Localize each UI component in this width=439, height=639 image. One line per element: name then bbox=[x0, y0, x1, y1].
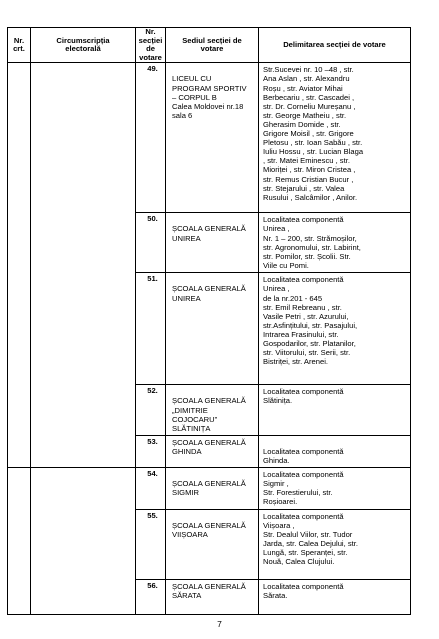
section-location bbox=[166, 213, 259, 273]
text-line: Str. Forestierului, str. bbox=[263, 488, 333, 498]
text-line: UNIREA bbox=[172, 293, 201, 303]
text-line: Unirea , bbox=[263, 284, 290, 294]
section-location bbox=[166, 273, 259, 385]
text-line: GHINDA bbox=[172, 446, 202, 456]
table-header-row bbox=[8, 28, 411, 63]
section-location bbox=[166, 509, 259, 579]
text-line: ȘCOALA GENERALĂ bbox=[172, 520, 246, 530]
text-line: Gospodarilor, str. Platanilor, bbox=[263, 339, 356, 349]
text-line bbox=[263, 438, 408, 447]
section-number: 52. bbox=[136, 385, 166, 435]
text-line: str. Agronomului, str. Labirint, bbox=[263, 242, 361, 252]
text-line: str. Emil Rebreanu , str. bbox=[263, 302, 342, 312]
section-location bbox=[166, 435, 259, 467]
text-line: Ghinda. bbox=[263, 456, 290, 466]
text-line: str. Pomilor, str. Școlii. Str. bbox=[263, 251, 351, 261]
text-line: Localitatea componentă bbox=[263, 275, 344, 285]
section-number: 51. bbox=[136, 273, 166, 385]
text-line: – CORPUL B bbox=[172, 92, 217, 102]
table-row bbox=[8, 468, 411, 509]
text-line: Nouă, Calea Clujului. bbox=[263, 556, 335, 566]
section-number: 53. bbox=[136, 435, 166, 467]
text-line: str. Stejarului , str. Valea bbox=[263, 183, 345, 193]
text-line: Localitatea componentă bbox=[263, 446, 344, 456]
text-line: Localitatea componentă bbox=[263, 215, 344, 225]
section-number: 55. bbox=[136, 509, 166, 579]
text-line: Viile cu Pomi. bbox=[263, 260, 309, 270]
text-line: Pletosu , str. Ioan Sabău , str. bbox=[263, 138, 363, 148]
header-nr-sectiei: Nr. secției de votare bbox=[136, 28, 166, 63]
text-line: Str. Dealul Viilor, str. Tudor bbox=[263, 529, 353, 539]
text-line: str. Remus Cristian Bucur , bbox=[263, 174, 354, 184]
text-line: Localitatea componentă bbox=[263, 511, 344, 521]
text-line: ȘCOALA GENERALĂ bbox=[172, 284, 246, 294]
section-boundaries bbox=[259, 63, 411, 213]
text-line: Gherasim Domide , str. bbox=[263, 119, 341, 129]
header-sediul: Sediul secției de votare bbox=[166, 28, 259, 63]
text-line: ȘCOALA GENERALĂ bbox=[172, 396, 246, 406]
text-line: PROGRAM SPORTIV bbox=[172, 83, 247, 93]
section-boundaries bbox=[259, 509, 411, 579]
text-line: SLĂTINIȚA bbox=[172, 423, 211, 433]
text-line bbox=[172, 65, 256, 74]
text-line: Nr. 1 – 200, str. Strămoșilor, bbox=[263, 233, 357, 243]
section-boundaries bbox=[259, 435, 411, 467]
polling-stations-table bbox=[7, 27, 411, 615]
text-line: Roșioarei. bbox=[263, 497, 298, 507]
section-number: 49. bbox=[136, 63, 166, 213]
circumscriptie-cell bbox=[31, 63, 136, 468]
section-number: 56. bbox=[136, 579, 166, 614]
text-line: ȘCOALA GENERALĂ bbox=[172, 437, 246, 447]
nr-crt-cell bbox=[8, 63, 31, 468]
text-line: str.Asfințitului, str. Pasajului, bbox=[263, 320, 358, 330]
section-location bbox=[166, 579, 259, 614]
text-line: Grigore Moisil , str. Grigore bbox=[263, 129, 354, 139]
text-line: Intrarea Frasinului, str. bbox=[263, 329, 339, 339]
text-line: Localitatea componentă bbox=[263, 470, 344, 480]
section-number: 54. bbox=[136, 468, 166, 509]
section-number: 50. bbox=[136, 213, 166, 273]
text-line: Ana Aslan , str. Alexandru bbox=[263, 74, 350, 84]
section-boundaries bbox=[259, 273, 411, 385]
text-line bbox=[172, 275, 256, 284]
text-line: ȘCOALA GENERALĂ bbox=[172, 581, 246, 591]
text-line: VIIȘOARA bbox=[172, 529, 208, 539]
text-line: str. Dr. Corneliu Mureșanu , bbox=[263, 101, 356, 111]
circumscriptie-cell bbox=[31, 468, 136, 614]
text-line: LICEUL CU bbox=[172, 74, 212, 84]
text-line: „DIMITRIE bbox=[172, 405, 208, 415]
table-row bbox=[8, 63, 411, 213]
text-line: str. George Matheiu , str. bbox=[263, 110, 347, 120]
text-line: Localitatea componentă bbox=[263, 581, 344, 591]
text-line: Iuliu Hossu , str. Lucian Blaga bbox=[263, 147, 364, 157]
header-delimitarea: Delimitarea secției de votare bbox=[259, 28, 411, 63]
text-line: Roșu , str. Aviator Mihai bbox=[263, 83, 343, 93]
text-line: Bistriței, str. Arenei. bbox=[263, 357, 328, 367]
text-line: SIGMIR bbox=[172, 488, 200, 498]
nr-crt-cell bbox=[8, 468, 31, 614]
section-boundaries bbox=[259, 213, 411, 273]
text-line: de la nr.201 - 645 bbox=[263, 293, 323, 303]
text-line: UNIREA bbox=[172, 233, 201, 243]
text-line: ȘCOALA GENERALĂ bbox=[172, 479, 246, 489]
text-line: Calea Moldovei nr.18 bbox=[172, 101, 244, 111]
text-line bbox=[172, 215, 256, 224]
section-location bbox=[166, 385, 259, 435]
text-line: Slătinița. bbox=[263, 396, 293, 406]
text-line: Jarda, str. Calea Dejului, str. bbox=[263, 538, 358, 548]
text-line: Localitatea componentă bbox=[263, 387, 344, 397]
page-number: 7 bbox=[217, 619, 222, 629]
text-line: Rusului , Salcâmilor , Anilor. bbox=[263, 192, 358, 202]
section-location bbox=[166, 63, 259, 213]
header-circumscriptia: Circumscripția electorală bbox=[31, 28, 136, 63]
text-line: Sigmir , bbox=[263, 479, 289, 489]
text-line bbox=[172, 387, 256, 396]
text-line: Vasile Petri , str. Azurului, bbox=[263, 311, 349, 321]
text-line: Lungă, str. Speranței, str. bbox=[263, 547, 348, 557]
text-line: Viișoara , bbox=[263, 520, 295, 530]
text-line bbox=[172, 470, 256, 479]
text-line: SĂRATA bbox=[172, 590, 202, 600]
text-line: , str. Matei Eminescu , str. bbox=[263, 156, 350, 166]
text-line: sala 6 bbox=[172, 110, 193, 120]
section-boundaries bbox=[259, 468, 411, 509]
text-line: COJOCARU” bbox=[172, 414, 218, 424]
section-location bbox=[166, 468, 259, 509]
section-boundaries bbox=[259, 579, 411, 614]
text-line: str. Viitorului, str. Serii, str. bbox=[263, 348, 351, 358]
text-line bbox=[172, 512, 256, 521]
section-boundaries bbox=[259, 385, 411, 435]
text-line: Sărata. bbox=[263, 590, 288, 600]
text-line: Mioriței , str. Miron Cristea , bbox=[263, 165, 356, 175]
text-line: ȘCOALA GENERALĂ bbox=[172, 224, 246, 234]
text-line: Berbecariu , str. Cascadei , bbox=[263, 92, 355, 102]
header-nr-crt: Nr. crt. bbox=[8, 28, 31, 63]
text-line: Unirea , bbox=[263, 224, 290, 234]
text-line: Str.Sucevei nr. 10 –48 , str. bbox=[263, 65, 354, 75]
